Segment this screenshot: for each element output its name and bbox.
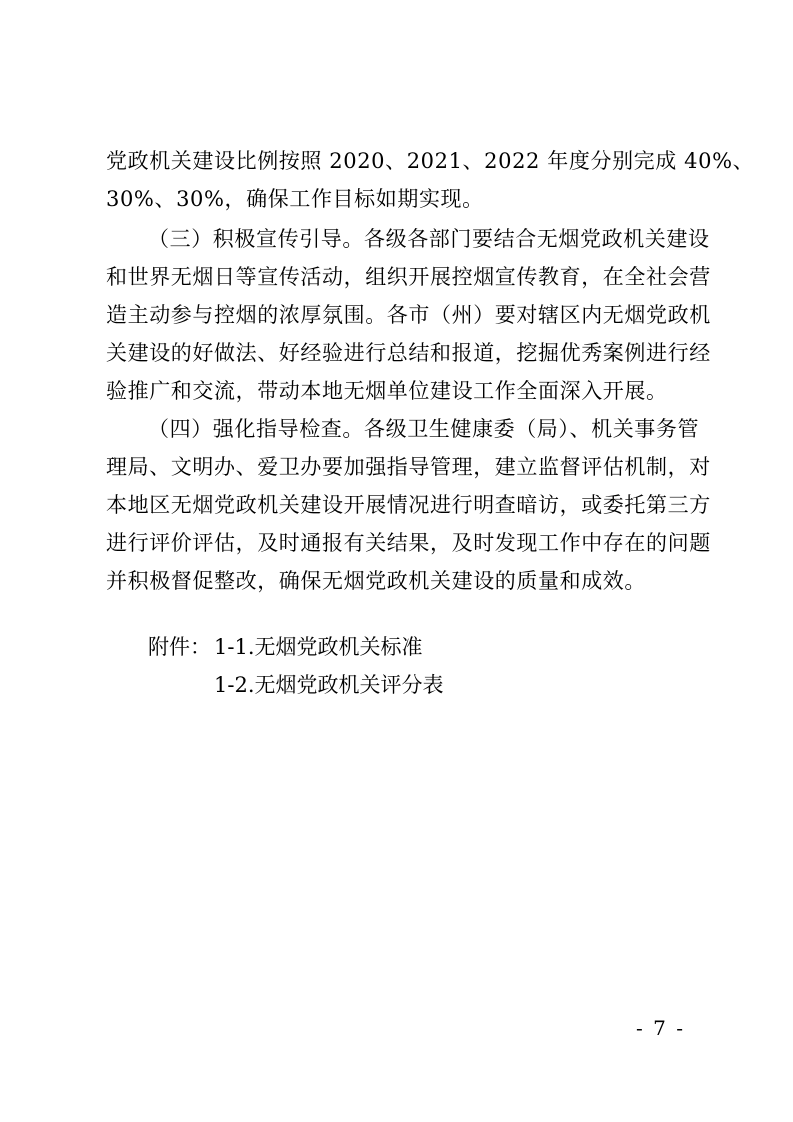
section-three-heading-line: （三）积极宣传引导。各级各部门要结合无烟党政机关建设 <box>148 227 710 251</box>
section-four-heading-line: （四）强化指导检查。各级卫生健康委（局）、机关事务管 <box>148 417 700 441</box>
body-line-7: 验推广和交流，带动本地无烟单位建设工作全面深入开展。 <box>106 379 668 403</box>
body-line-12: 并积极督促整改，确保无烟党政机关建设的质量和成效。 <box>106 569 646 593</box>
body-line-1: 党政机关建设比例按照 2020、2021、2022 年度分别完成 40%、 <box>106 149 755 173</box>
body-line-5: 造主动参与控烟的浓厚氛围。各市（州）要对辖区内无烟党政机 <box>106 303 711 327</box>
page-number: - 7 - <box>636 1016 685 1040</box>
body-line-10: 本地区无烟党政机关建设开展情况进行明查暗访，或委托第三方 <box>106 493 711 517</box>
attachments-label: 附件： <box>148 635 211 659</box>
body-line-9: 理局、文明办、爱卫办要加强指导管理，建立监督评估机制，对 <box>106 455 711 479</box>
body-line-11: 进行评价评估，及时通报有关结果，及时发现工作中存在的问题 <box>106 531 711 555</box>
attachment-item-1: 1-1.无烟党政机关标准 <box>214 635 423 659</box>
body-line-6: 关建设的好做法、好经验进行总结和报道，挖掘优秀案例进行经 <box>106 341 711 365</box>
body-line-2: 30%、30%，确保工作目标如期实现。 <box>106 187 484 211</box>
body-line-4: 和世界无烟日等宣传活动，组织开展控烟宣传教育，在全社会营 <box>106 265 711 289</box>
attachment-item-2: 1-2.无烟党政机关评分表 <box>214 673 444 697</box>
